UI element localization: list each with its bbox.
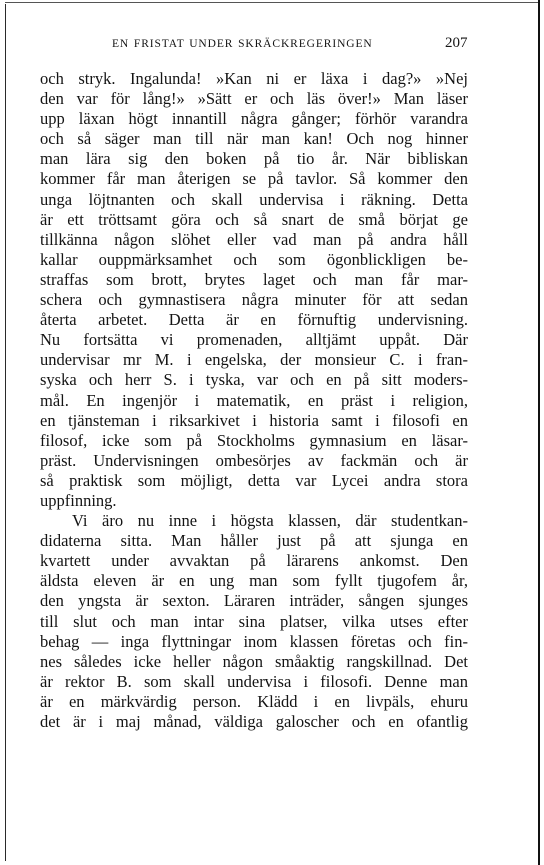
text-line: kvartett under avvaktan på lärarens ankomst. Den (40, 551, 468, 571)
text-line: straffas som brott, brytes laget och man får mar- (40, 269, 468, 289)
text-line: uppfinning. (40, 490, 117, 510)
page-top-edge (5, 2, 540, 3)
text-line: är rektor B. som skall undervisa i filosofi. Denne man (40, 671, 468, 691)
running-head: EN FRISTAT UNDER SKRÄCKREGERINGEN (112, 38, 373, 50)
text-line: didaterna sitta. Man håller just på att sjunga en (40, 531, 468, 551)
text-line: filosof, icke som på Stockholms gymnasium en läsar- (40, 430, 468, 450)
paragraph-2 (40, 511, 468, 732)
page-left-edge (5, 4, 6, 861)
text-line: är en märkvärdig person. Klädd i en livpäls, ehuru (40, 691, 468, 711)
text-line: till slut och man intar sina platser, vilka utses efter (40, 611, 468, 631)
text-line: präst. Undervisningen ombesörjes av fackmän och är (40, 450, 468, 470)
text-line: man lära sig den boken på tio år. När bibliskan (40, 149, 468, 169)
text-line: mål. En ingenjör i matematik, en präst i religion, (40, 390, 468, 410)
text-line: och så säger man till när man kan! Och nog hinner (40, 129, 468, 149)
text-line: Nu fortsätta vi promenaden, alltjämt uppåt. Där (40, 330, 468, 350)
text-line: återta arbetet. Detta är en förnuftig undervisning. (40, 310, 468, 330)
text-line: äldsta eleven är en ung man som fyllt tjugofem år, (40, 571, 468, 591)
text-line: behag — inga flyttningar inom klassen företas och fin- (40, 631, 468, 651)
text-line: tillkänna någon slöhet eller vad man på andra håll (40, 229, 468, 249)
text-line: unga löjtnanten och skall undervisa i räkning. Detta (40, 189, 468, 209)
page-right-edge (538, 0, 540, 865)
text-line: kommer får man återigen se på tavlor. Så kommer den (40, 169, 468, 189)
text-line: den yngsta är sexton. Läraren inträder, sången sjunges (40, 591, 468, 611)
text-line: så praktisk som möjligt, detta var Lycei andra stora (40, 470, 468, 490)
text-line: undervisar mr M. i engelska, der monsieur C. i fran- (40, 350, 468, 370)
text-line: den var för lång!» »Sätt er och läs över!» Man läser (40, 89, 468, 109)
page-number: 207 (445, 35, 468, 51)
text-line: schera och gymnastisera några minuter för att sedan (40, 290, 468, 310)
text-line: upp läxan högt innantill några gånger; förhör varandra (40, 109, 468, 129)
text-line: och stryk. Ingalunda! »Kan ni er läxa i dag?» »Nej (40, 69, 468, 88)
paragraph-1 (40, 69, 468, 511)
text-line: Vi äro nu inne i högsta klassen, där studentkan- (72, 511, 468, 531)
text-line: en tjänsteman i riksarkivet i historia samt i filosofi en (40, 410, 468, 430)
text-line: syska och herr S. i tyska, var och en på sitt moders- (40, 370, 468, 390)
text-line: är ett tröttsamt göra och så snart de små börjat ge (40, 209, 468, 229)
text-line: det är i maj månad, väldiga galoscher och en ofantlig (40, 712, 468, 731)
text-line: nes således icke heller någon småaktig rangskillnad. Det (40, 651, 468, 671)
text-line: kallar ouppmärksamhet och som ögonblickligen be- (40, 249, 468, 269)
body-text (40, 69, 468, 732)
